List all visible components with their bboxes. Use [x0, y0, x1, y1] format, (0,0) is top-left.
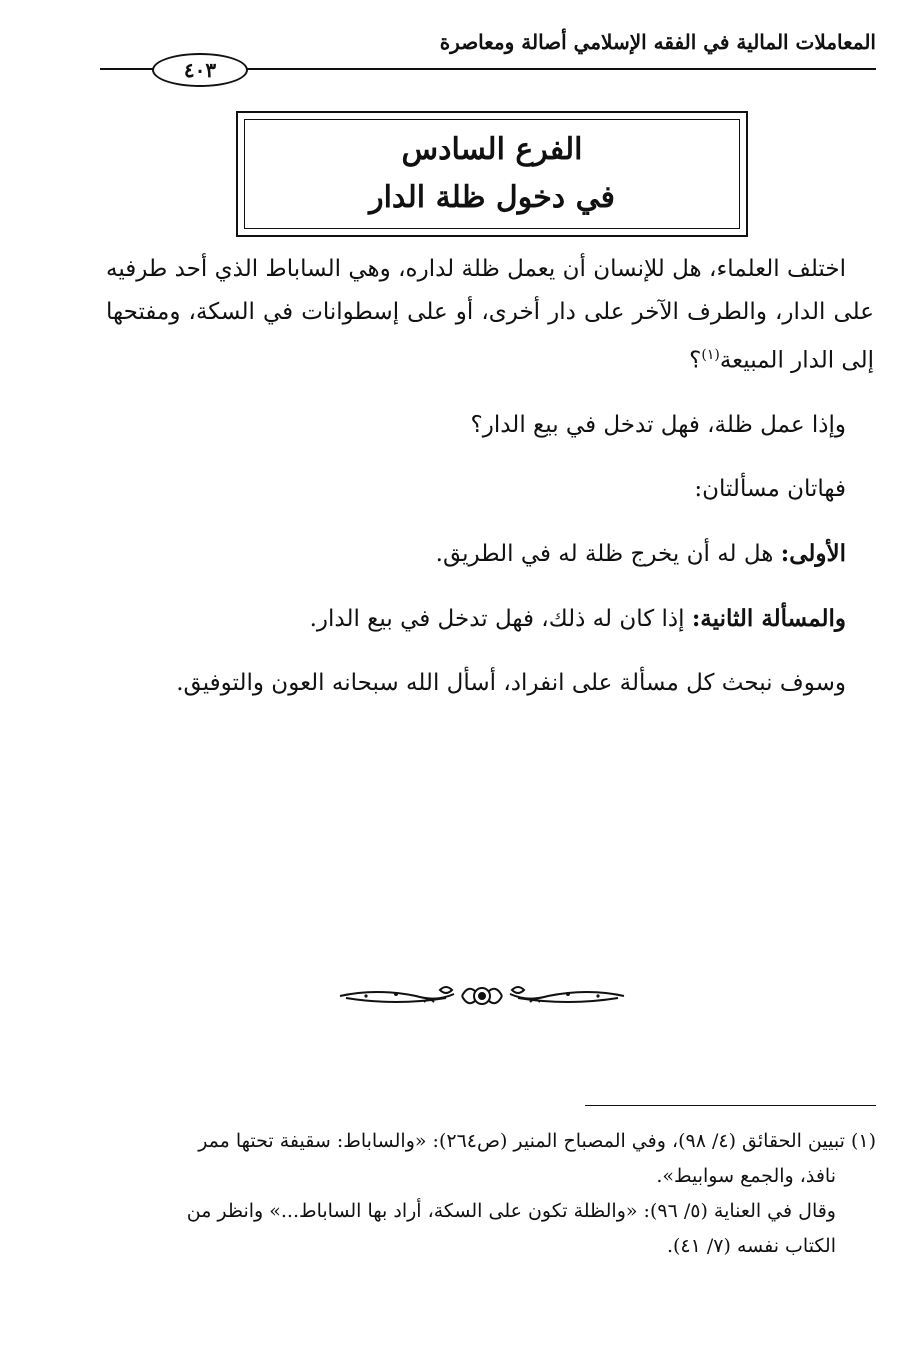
paragraph-intro-text: اختلف العلماء، هل للإنسان أن يعمل ظلة لداره، وهي الساباط الذي أحد طرفيه على الدار، والطرف الآخر على دار أخرى، أو على إسطوانات في السكة، ومفتحها إلى الدار المبيعة — [106, 256, 874, 374]
running-header-title: المعاملات المالية في الفقه الإسلامي أصالة ومعاصرة — [439, 30, 876, 54]
footnote-1-line2: نافذ، والجمع سوابيط». — [656, 1165, 836, 1187]
section-title-inner-frame — [244, 119, 740, 229]
footnote-1-line3: وقال في العناية (٥/ ٩٦): «والظلة تكون على السكة، أراد بها الساباط...» وانظر من — [186, 1200, 836, 1222]
footnote-rule — [585, 1105, 876, 1106]
question-mark: ؟ — [689, 347, 702, 374]
issue-two-label: والمسألة الثانية: — [691, 604, 846, 632]
floral-divider-icon — [336, 976, 628, 1016]
footnote-1-line1: تبيين الحقائق (٤/ ٩٨)، وفي المصباح المنير (ص٢٦٤): «والساباط: سقيفة تحتها ممر — [198, 1130, 851, 1152]
footnote-ref[interactable]: (١) — [701, 347, 720, 363]
footnote-1-number: (١) — [850, 1130, 876, 1152]
section-title-line2: في دخول ظلة الدار — [369, 180, 615, 215]
body-text — [106, 248, 874, 705]
footnote-1-line4: الكتاب نفسه (٧/ ٤١). — [666, 1235, 836, 1257]
issue-two — [106, 597, 874, 641]
page-number: ٤٠٣ — [152, 53, 248, 87]
section-title-line1: الفرع السادس — [401, 132, 583, 167]
issue-one-label: الأولى: — [780, 539, 846, 567]
footnote-1 — [106, 1124, 876, 1159]
footnotes — [106, 1124, 876, 1264]
issue-one — [106, 532, 874, 576]
paragraph-intro — [106, 248, 874, 383]
paragraph-question: وإذا عمل ظلة، فهل تدخل في بيع الدار؟ — [470, 411, 846, 438]
issue-one-text: هل له أن يخرج ظلة له في الطريق. — [435, 540, 781, 567]
paragraph-closing: وسوف نبحث كل مسألة على انفراد، أسأل الله سبحانه العون والتوفيق. — [176, 669, 846, 696]
section-title-frame — [236, 111, 748, 237]
paragraph-two-issues: فهاتان مسألتان: — [694, 475, 846, 502]
issue-two-text: إذا كان له ذلك، فهل تدخل في بيع الدار. — [309, 605, 692, 632]
